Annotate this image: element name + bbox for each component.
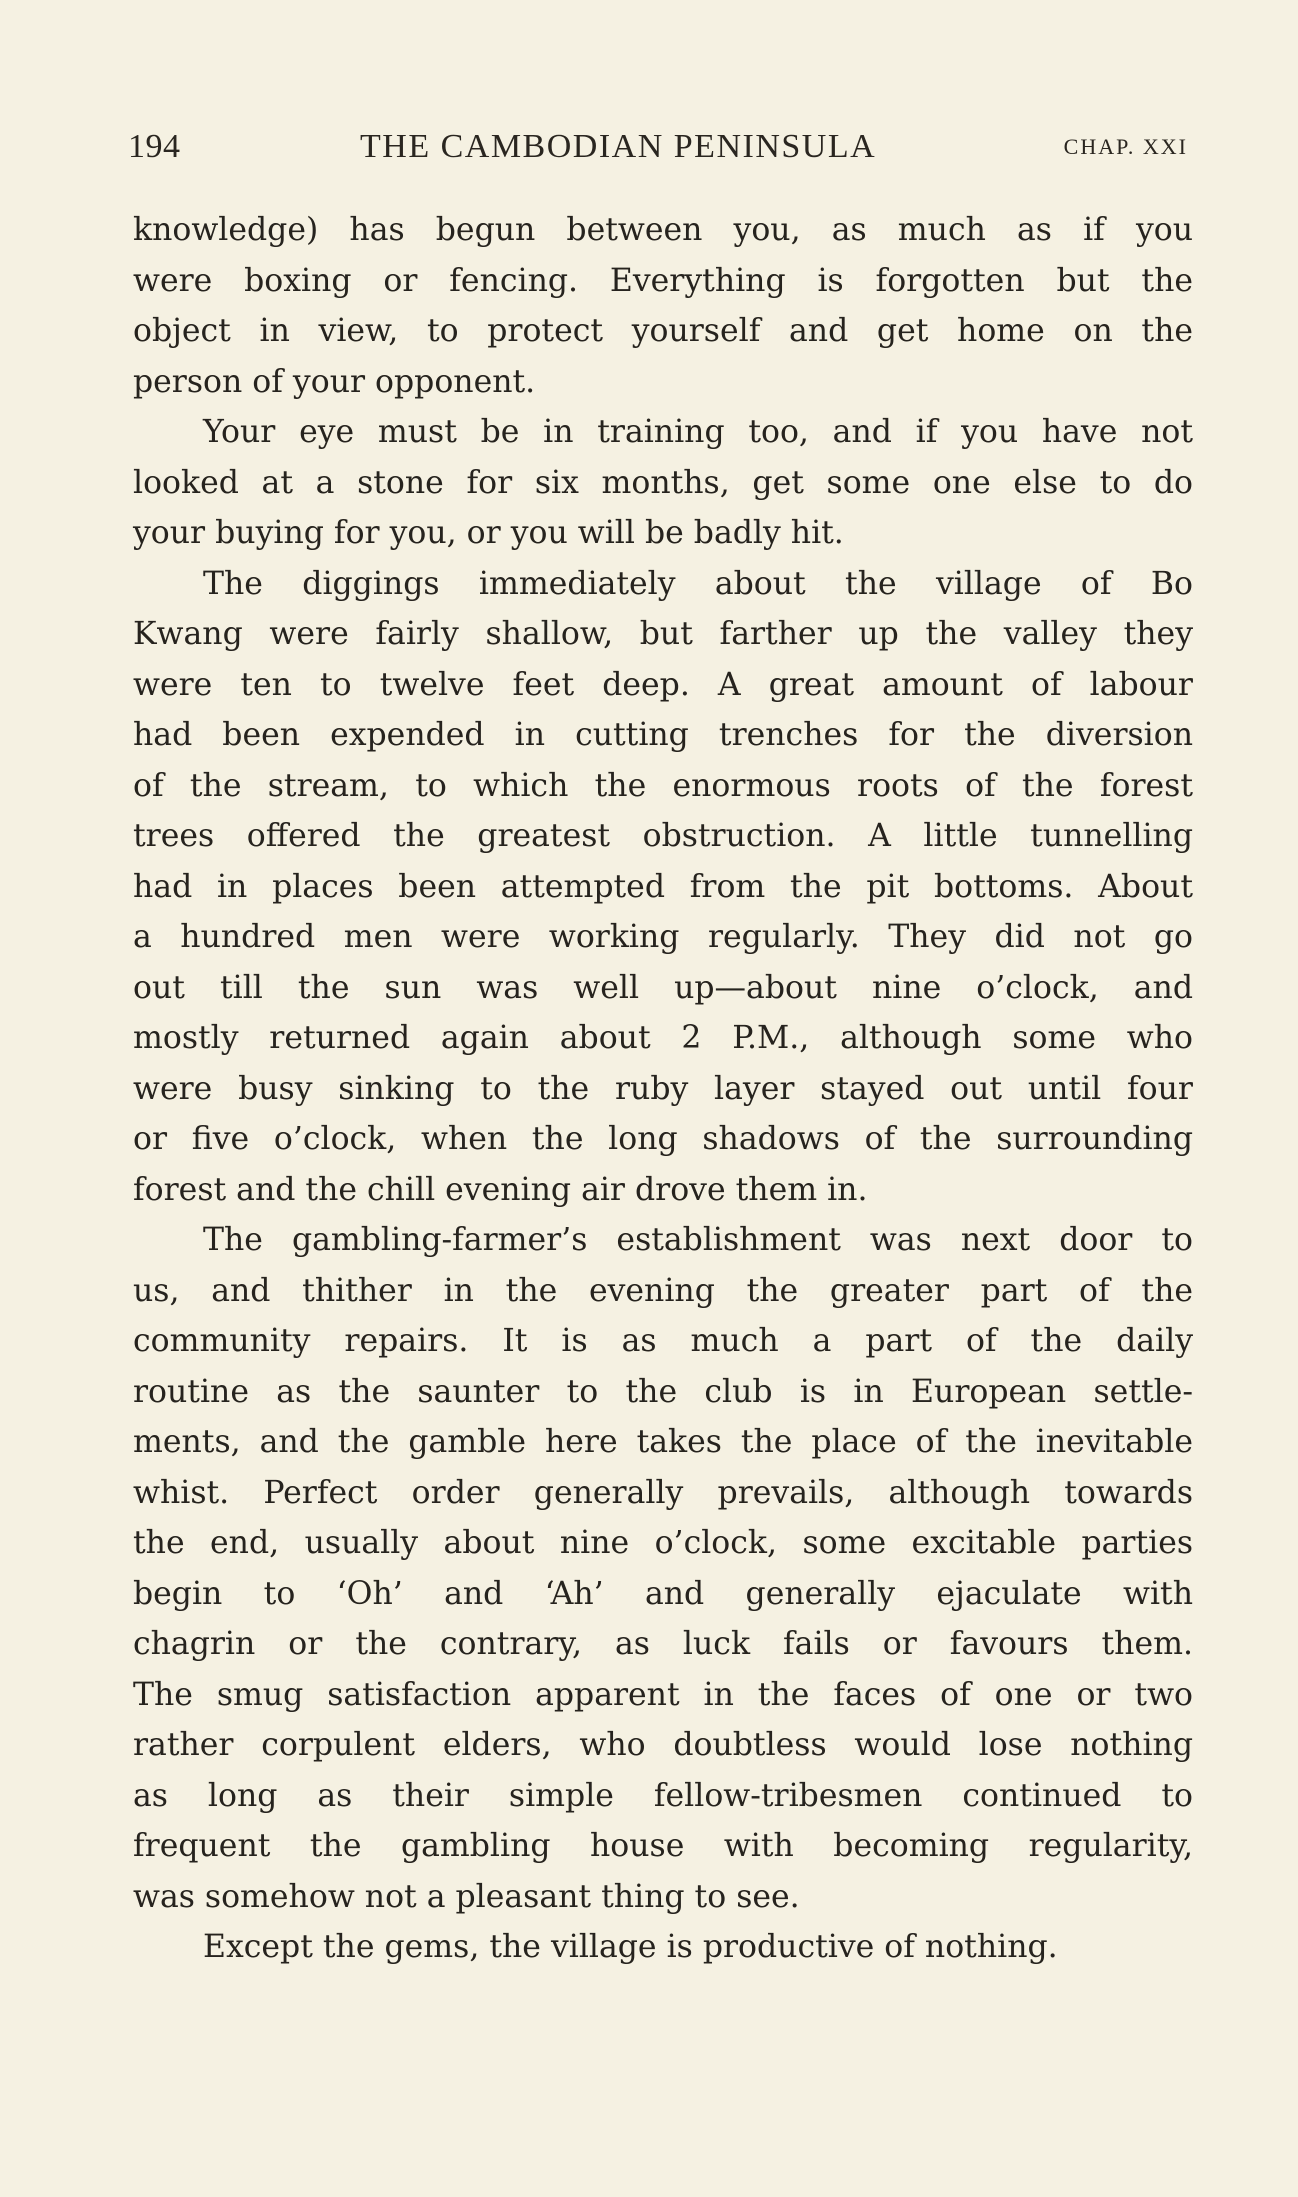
text-line: frequent the gambling house with becoming regularity, [133, 1828, 1193, 1864]
text-line: your buying for you, or you will be badly hit. [133, 515, 844, 551]
text-line: knowledge) has begun between you, as much as if you [133, 212, 1193, 248]
text-line: was somehow not a pleasant thing to see. [133, 1878, 800, 1915]
text-line: Except the gems, the village is productive of nothing. [203, 1929, 1058, 1965]
text-line: The smug satisfaction apparent in the faces of one or two [133, 1676, 1193, 1713]
page-number: 194 [128, 128, 181, 165]
text-line: The diggings immediately about the village of Bo [203, 565, 1193, 602]
text-line: chagrin or the contrary, as luck fails or favours them. [133, 1626, 1193, 1662]
text-line: had in places been attempted from the pit bottoms. About [133, 868, 1193, 905]
text-line: as long as their simple fellow-tribesmen continued to [133, 1777, 1193, 1814]
text-line: rather corpulent elders, who doubtless would lose nothing [133, 1727, 1193, 1763]
text-line: forest and the chill evening air drove them in. [133, 1171, 868, 1208]
text-line: routine as the saunter to the club is in European settle- [133, 1373, 1193, 1410]
text-line: mostly returned again about 2 P.M., although some who [133, 1020, 1193, 1056]
text-line: begin to ‘Oh’ and ‘Ah’ and generally ejaculate with [133, 1575, 1193, 1612]
chapter-label: CHAP. XXI [1063, 134, 1188, 159]
text-line: community repairs. It is as much a part of the daily [133, 1323, 1193, 1359]
text-line: were boxing or fencing. Everything is forgotten but the [133, 262, 1193, 299]
text-line: object in view, to protect yourself and get home on the [133, 313, 1193, 349]
text-line: The gambling-farmer’s establishment was next door to [203, 1222, 1193, 1258]
text-line: whist. Perfect order generally prevails, although towards [133, 1474, 1193, 1511]
text-line: were ten to twelve feet deep. A great amount of labour [133, 666, 1193, 703]
text-line: person of your opponent. [133, 363, 536, 400]
text-line: trees offered the greatest obstruction. A little tunnelling [133, 818, 1193, 854]
text-line: of the stream, to which the enormous roots of the forest [133, 767, 1193, 804]
text-line: out till the sun was well up—about nine o’clock, and [133, 969, 1193, 1006]
text-line: had been expended in cutting trenches for the diversion [133, 717, 1193, 753]
text-line: Kwang were fairly shallow, but farther up the valley they [133, 616, 1193, 652]
text-line: looked at a stone for six months, get some one else to do [133, 464, 1193, 501]
text-line: a hundred men were working regularly. They did not go [133, 919, 1193, 955]
text-line: or five o’clock, when the long shadows of the surrounding [133, 1121, 1193, 1157]
text-line: were busy sinking to the ruby layer stayed out until four [133, 1070, 1193, 1107]
running-title: THE CAMBODIAN PENINSULA [360, 128, 877, 165]
text-line: the end, usually about nine o’clock, some excitable parties [133, 1525, 1193, 1561]
text-line: Your eye must be in training too, and if you have not [203, 414, 1193, 450]
body-text [133, 205, 1193, 1973]
text-line: ments, and the gamble here takes the place of the inevitable [133, 1424, 1193, 1460]
running-head [128, 128, 1188, 172]
text-line: us, and thither in the evening the greater part of the [133, 1272, 1193, 1309]
